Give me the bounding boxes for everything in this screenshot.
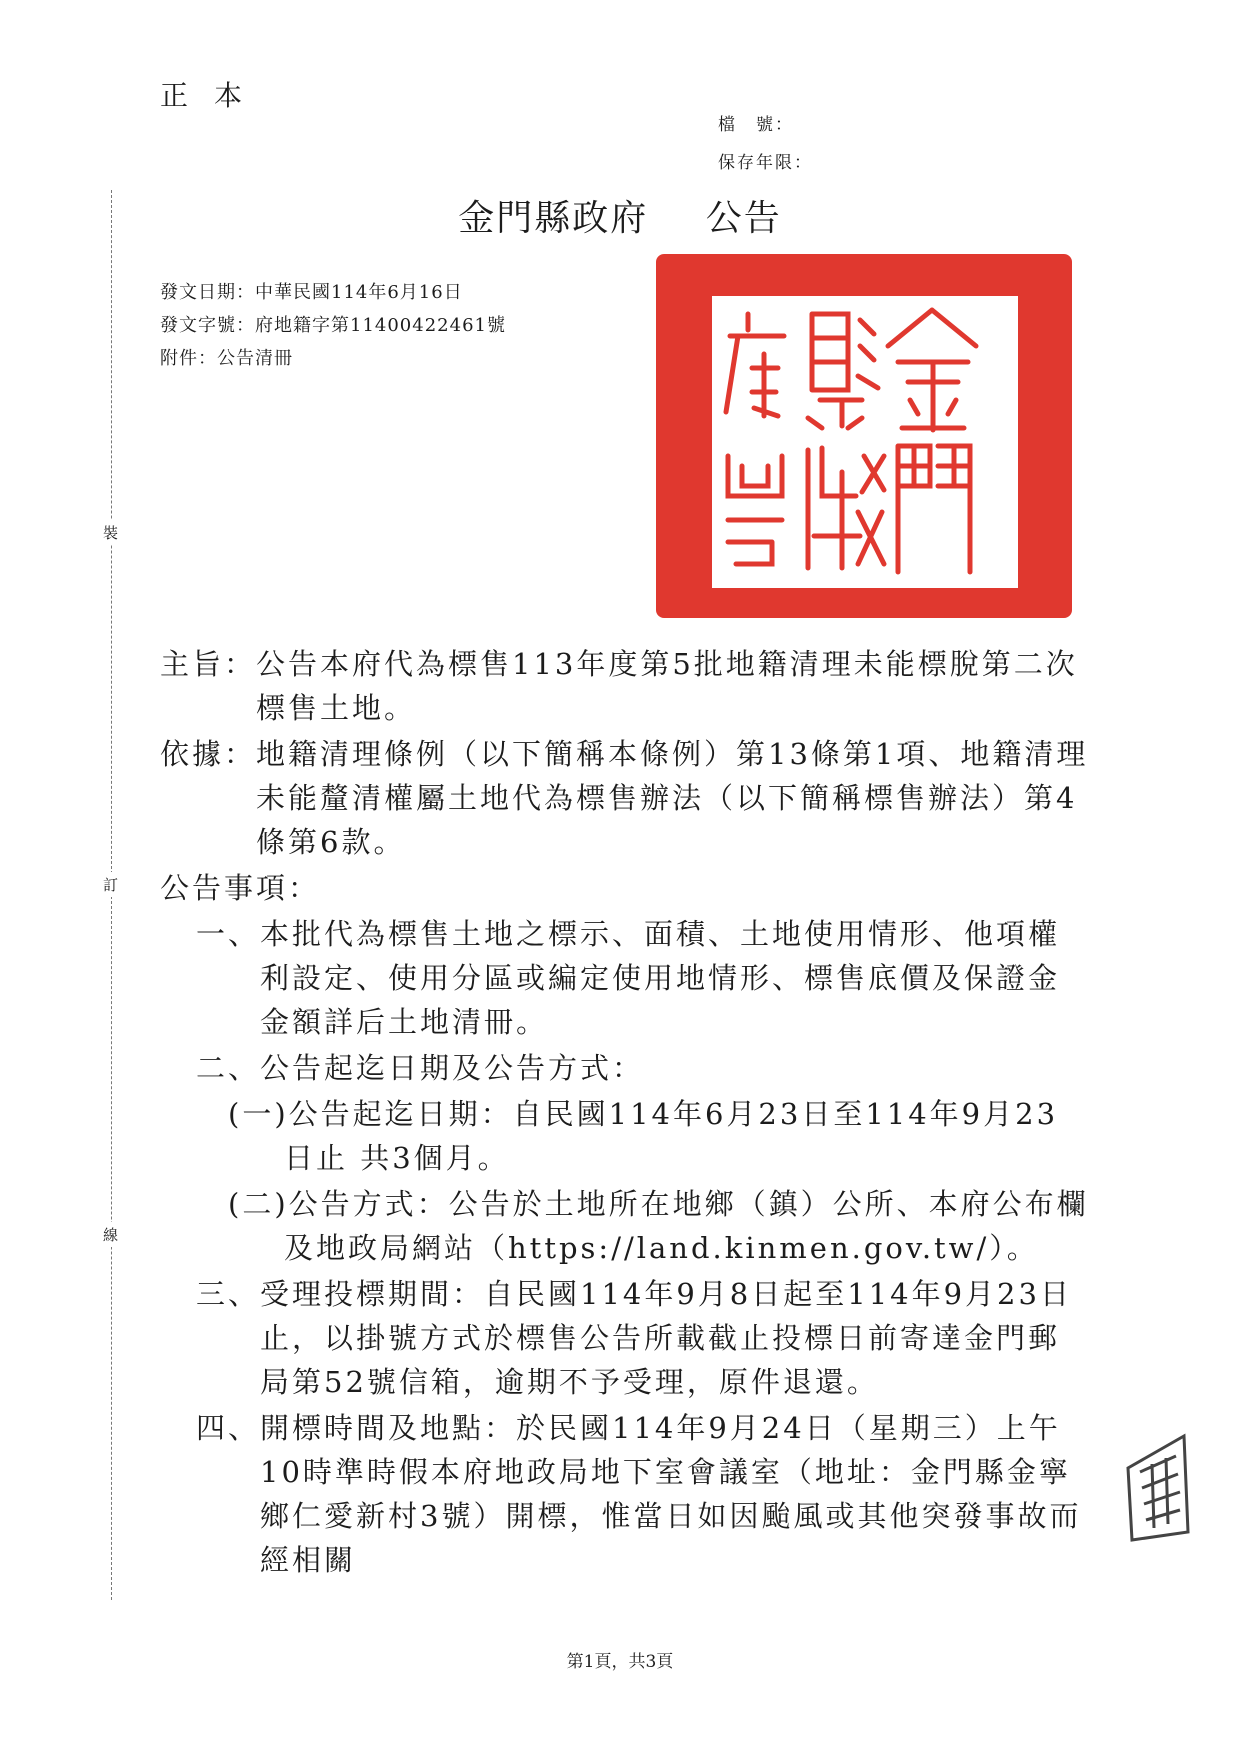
document-number: 發文字號：府地籍字第11400422461號: [160, 315, 506, 336]
edge-stamp-marks: [1128, 1436, 1188, 1540]
agency-name: 金門縣政府: [458, 198, 649, 239]
document-type: 公告: [705, 198, 782, 239]
document-title: [0, 190, 1240, 241]
binding-mark-xian: 線: [103, 1222, 118, 1247]
file-number-label: 檔 號：: [718, 115, 794, 135]
item-1: 一、本批代為標售土地之標示、面積、土地使用情形、他項權利設定、使用分區或編定使用地情形、標售底價及保證金金額詳后土地清冊。: [196, 917, 1061, 1039]
item-2-1: (一)公告起迄日期：自民國114年6月23日至114年9月23日止 共3個月。: [228, 1097, 1059, 1175]
official-seal: [652, 250, 1076, 622]
attachment: 附件：公告清冊: [160, 348, 293, 369]
copy-mark: 正本: [160, 79, 269, 112]
item-3: 三、受理投標期間：自民國114年9月8日起至114年9月23日止，以掛號方式於標售公告所載截止投標日前寄達金門郵局第52號信箱，逾期不予受理，原件退還。: [196, 1277, 1072, 1399]
item-2: 二、公告起迄日期及公告方式：: [196, 1051, 645, 1085]
document-body: [160, 642, 1090, 1584]
edge-stamp: [1118, 1428, 1192, 1548]
binding-mark-ding: 訂: [103, 872, 118, 897]
issue-date: 發文日期：中華民國114年6月16日: [160, 282, 463, 303]
basis-paragraph: 依據：地籍清理條例（以下簡稱本條例）第13條第1項、地籍清理未能釐清權屬土地代為標售辦法（以下簡稱標售辦法）第4條第6款。: [160, 737, 1089, 859]
announcement-items-heading: 公告事項：: [160, 871, 321, 905]
header-info: [160, 276, 506, 375]
retention-period-label: 保存年限：: [718, 153, 813, 173]
item-4: 四、開標時間及地點：於民國114年9月24日（星期三）上午10時準時假本府地政局地下室會議室（地址：金門縣金寧鄉仁愛新村3號）開標，惟當日如因颱風或其他突發事故而經相關: [196, 1411, 1082, 1577]
subject-paragraph: 主旨：公告本府代為標售113年度第5批地籍清理未能標脫第二次標售土地。: [160, 647, 1078, 725]
item-2-2: (二)公告方式：公告於土地所在地鄉（鎮）公所、本府公布欄及地政局網站（https://land.kinmen.gov.tw/）。: [228, 1187, 1089, 1265]
binding-mark-zhuang: 裝: [103, 520, 118, 545]
page-number: 第1頁，共3頁: [566, 1652, 674, 1672]
